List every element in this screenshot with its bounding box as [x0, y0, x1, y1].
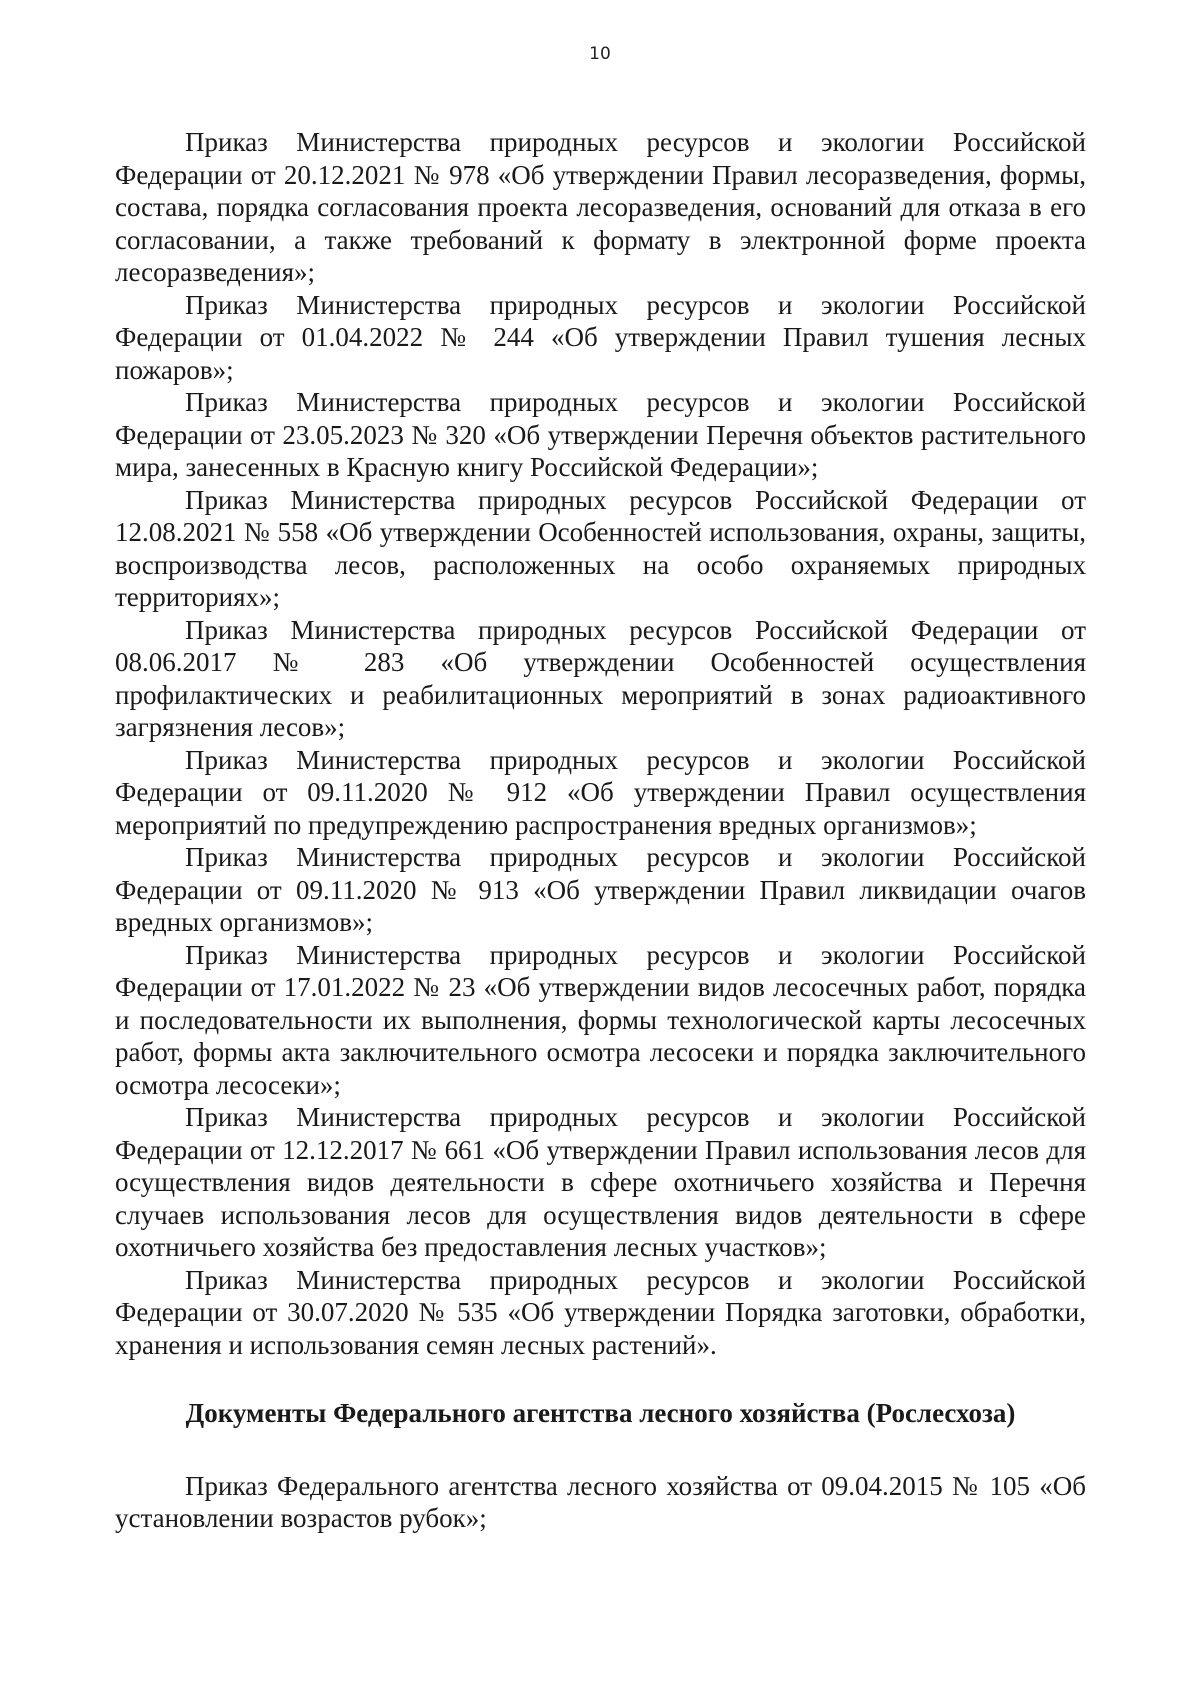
paragraph-order-244: Приказ Министерства природных ресурсов и экологии Российской Федерации от 01.04.2022 № 244 «Об утверждении Правил тушения лесных пожаров»;: [115, 289, 1086, 385]
paragraph-order-23: Приказ Министерства природных ресурсов и экологии Российской Федерации от 17.01.2022 № 23 «Об утверждении видов лесосечных работ, порядка и последовательности их выполнения, формы технологической карты лесосечных работ, формы акта заключительного осмотра лесосеки и порядка заключительного осмотра лесосеки»;: [115, 939, 1086, 1100]
section-heading: Документы Федерального агентства лесного хозяйства (Рослесхоза): [185, 1398, 1016, 1428]
paragraph-order-105: Приказ Федерального агентства лесного хозяйства от 09.04.2015 № 105 «Об установлении возрастов рубок»;: [115, 1470, 1086, 1533]
paragraph-order-913: Приказ Министерства природных ресурсов и экологии Российской Федерации от 09.11.2020 № 913 «Об утверждении Правил ликвидации очагов вредных организмов»;: [115, 842, 1086, 937]
paragraph-order-912: Приказ Министерства природных ресурсов и экологии Российской Федерации от 09.11.2020 № 912 «Об утверждении Правил осуществления мероприятий по предупреждению распространения вредных организмов»;: [115, 744, 1086, 840]
page-number: 10: [589, 44, 611, 64]
paragraph-order-661: Приказ Министерства природных ресурсов и экологии Российской Федерации от 12.12.2017 № 661 «Об утверждении Правил использования лесов для осуществления видов деятельности в сфере охотничьего хозяйства и Перечня случаев использования лесов для осуществления видов деятельности в сфере охотничьего хозяйства без предоставления лесных участков»;: [115, 1102, 1086, 1262]
paragraph-order-320: Приказ Министерства природных ресурсов и экологии Российской Федерации от 23.05.2023 № 320 «Об утверждении Перечня объектов растительного мира, занесенных в Красную книгу Российской Федерации»;: [115, 387, 1086, 482]
paragraph-order-283: Приказ Министерства природных ресурсов Российской Федерации от 08.06.2017 № 283 «Об утверждении Особенностей осуществления профилактических и реабилитационных мероприятий в зонах радиоактивного загрязнения лесов»;: [115, 614, 1086, 742]
paragraph-order-558: Приказ Министерства природных ресурсов Российской Федерации от 12.08.2021 № 558 «Об утверждении Особенностей использования, охраны, защиты, воспроизводства лесов, расположенных на особо охраняемых природных территориях»;: [115, 484, 1086, 612]
paragraph-order-535: Приказ Министерства природных ресурсов и экологии Российской Федерации от 30.07.2020 № 535 «Об утверждении Порядка заготовки, обработки, хранения и использования семян лесных растений».: [115, 1264, 1086, 1360]
paragraph-order-978: Приказ Министерства природных ресурсов и экологии Российской Федерации от 20.12.2021 № 978 «Об утверждении Правил лесоразведения, формы, состава, порядка согласования проекта лесоразведения, оснований для отказа в его согласовании, а также требований к формату в электронной форме проекта лесоразведения»;: [115, 127, 1086, 287]
document-body: [115, 126, 1086, 1535]
